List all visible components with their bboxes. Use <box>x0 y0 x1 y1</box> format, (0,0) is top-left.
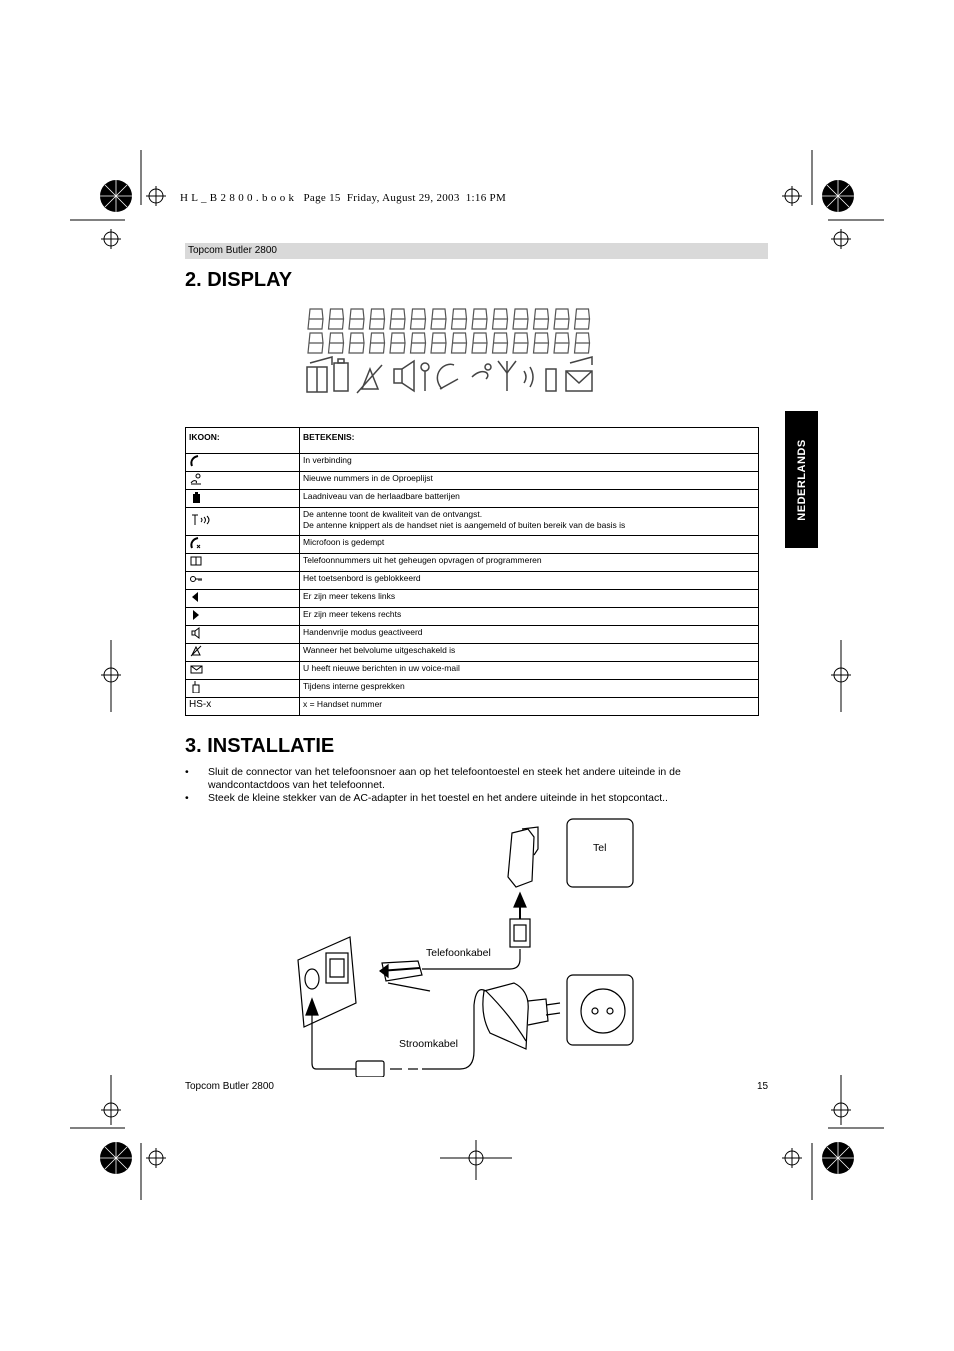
lcd-digit <box>308 333 323 353</box>
footer-page-number: 15 <box>757 1081 769 1092</box>
wall-power-socket <box>567 975 633 1045</box>
table-row <box>186 454 759 472</box>
table-row <box>186 554 759 572</box>
intercom-icon <box>189 681 203 693</box>
table-row <box>186 608 759 626</box>
list-item <box>185 766 745 792</box>
antenna-icon <box>189 514 213 526</box>
language-side-tab <box>785 411 818 548</box>
lcd-digit <box>554 333 569 353</box>
mic-muted-icon <box>189 537 203 549</box>
lcd-digit <box>390 309 405 329</box>
arrow-left-icon <box>189 591 203 603</box>
lcd-digit <box>431 333 446 353</box>
lcd-digit <box>493 309 508 329</box>
bullet-symbol: • <box>185 792 189 804</box>
list-item <box>185 792 745 805</box>
list-item-text: Sluit de connector van het telefoonsnoer aan op het telefoontoestel en steek het andere uiteinde in de wandcontactdoos van het telefoonnet. <box>208 766 681 791</box>
table-cell-meaning: Telefoonnummers uit het geheugen opvragen of programmeren <box>300 554 759 572</box>
table-cell-meaning: x = Handset nummer <box>300 698 759 716</box>
print-info-line: H L _ B 2 8 0 0 . b o o k Page 15 Friday, August 29, 2003 1:16 PM <box>180 192 507 204</box>
ringer-off-icon <box>189 645 203 657</box>
side-tab-label: NEDERLANDS <box>795 438 808 521</box>
power-cable-label: Stroomkabel <box>399 1038 458 1050</box>
running-header <box>185 243 768 259</box>
lcd-digit <box>390 333 405 353</box>
lcd-digit <box>370 309 385 329</box>
lcd-digit <box>534 333 549 353</box>
installation-diagram <box>290 815 650 1077</box>
table-row <box>186 698 759 716</box>
section-title-display: 2. DISPLAY <box>185 269 293 291</box>
table-cell-meaning-line1: De antenne toont de kwaliteit van de ontvangst. <box>303 509 483 519</box>
new-calls-icon <box>189 473 203 485</box>
table-cell-meaning: Er zijn meer tekens links <box>300 590 759 608</box>
table-row <box>186 626 759 644</box>
arrow-right-icon <box>189 609 203 621</box>
table-row <box>186 536 759 554</box>
lcd-digit <box>575 309 590 329</box>
icon-meaning-table <box>185 427 759 716</box>
key-icon <box>189 573 203 585</box>
lcd-digit <box>370 333 385 353</box>
lcd-digit <box>411 309 426 329</box>
lcd-digit <box>329 333 344 353</box>
lcd-digit <box>493 333 508 353</box>
speaker-icon <box>189 627 203 639</box>
table-row <box>186 572 759 590</box>
battery-icon <box>189 491 203 503</box>
table-row <box>186 472 759 490</box>
lcd-digit <box>472 333 487 353</box>
footer-product: Topcom Butler 2800 <box>185 1081 274 1092</box>
table-row <box>186 662 759 680</box>
lcd-display-illustration <box>302 305 602 397</box>
table-row <box>186 508 759 536</box>
lcd-digit <box>431 309 446 329</box>
table-cell-meaning: Laadniveau van de herlaadbare batterijen <box>300 490 759 508</box>
installation-steps <box>185 766 745 805</box>
lcd-digit <box>452 309 467 329</box>
handset-icon <box>189 455 203 467</box>
bullet-symbol: • <box>185 766 189 778</box>
lcd-digit <box>349 333 364 353</box>
table-cell-meaning-line2: De antenne knippert als de handset niet is aangemeld of buiten bereik van de basis is <box>303 520 626 530</box>
lcd-digit <box>472 309 487 329</box>
list-item-text: Steek de kleine stekker van de AC-adapter in het toestel en het andere uiteinde in het stopcontact.. <box>208 792 668 804</box>
lcd-digit <box>411 333 426 353</box>
envelope-icon <box>189 663 203 675</box>
lcd-digit <box>534 309 549 329</box>
lcd-digit <box>452 333 467 353</box>
table-header-meaning: BETEKENIS: <box>300 428 759 454</box>
lcd-digit <box>349 309 364 329</box>
phonebook-icon <box>189 555 203 567</box>
lcd-digit <box>575 333 590 353</box>
table-cell-meaning: Microfoon is gedempt <box>300 536 759 554</box>
table-cell-meaning: In verbinding <box>300 454 759 472</box>
phone-cable-label: Telefoonkabel <box>426 947 491 959</box>
lcd-digit <box>554 309 569 329</box>
lcd-digit <box>329 309 344 329</box>
table-header-row <box>186 428 759 454</box>
lcd-digit <box>308 309 323 329</box>
lcd-digit <box>513 333 528 353</box>
table-row <box>186 644 759 662</box>
dc-plug <box>356 1061 384 1077</box>
table-row <box>186 490 759 508</box>
table-cell-meaning: Er zijn meer tekens rechts <box>300 608 759 626</box>
table-row <box>186 680 759 698</box>
table-cell-meaning <box>300 508 759 536</box>
table-cell-meaning: Wanneer het belvolume uitgeschakeld is <box>300 644 759 662</box>
table-cell-meaning: Het toetsenbord is geblokkeerd <box>300 572 759 590</box>
table-cell-meaning: U heeft nieuwe berichten in uw voice-mail <box>300 662 759 680</box>
table-cell-meaning: Tijdens interne gesprekken <box>300 680 759 698</box>
table-row <box>186 590 759 608</box>
table-cell-meaning: Nieuwe nummers in de Oproeplijst <box>300 472 759 490</box>
section-title-installatie: 3. INSTALLATIE <box>185 735 335 757</box>
ac-adapter <box>483 983 528 1049</box>
wall-socket-tel-label: Tel <box>593 842 607 854</box>
lcd-digit <box>513 309 528 329</box>
header-product: Topcom Butler 2800 <box>188 245 277 256</box>
table-cell-icon-text: HS-x <box>186 698 300 716</box>
table-cell-meaning: Handenvrije modus geactiveerd <box>300 626 759 644</box>
table-header-icon: IKOON: <box>186 428 300 454</box>
